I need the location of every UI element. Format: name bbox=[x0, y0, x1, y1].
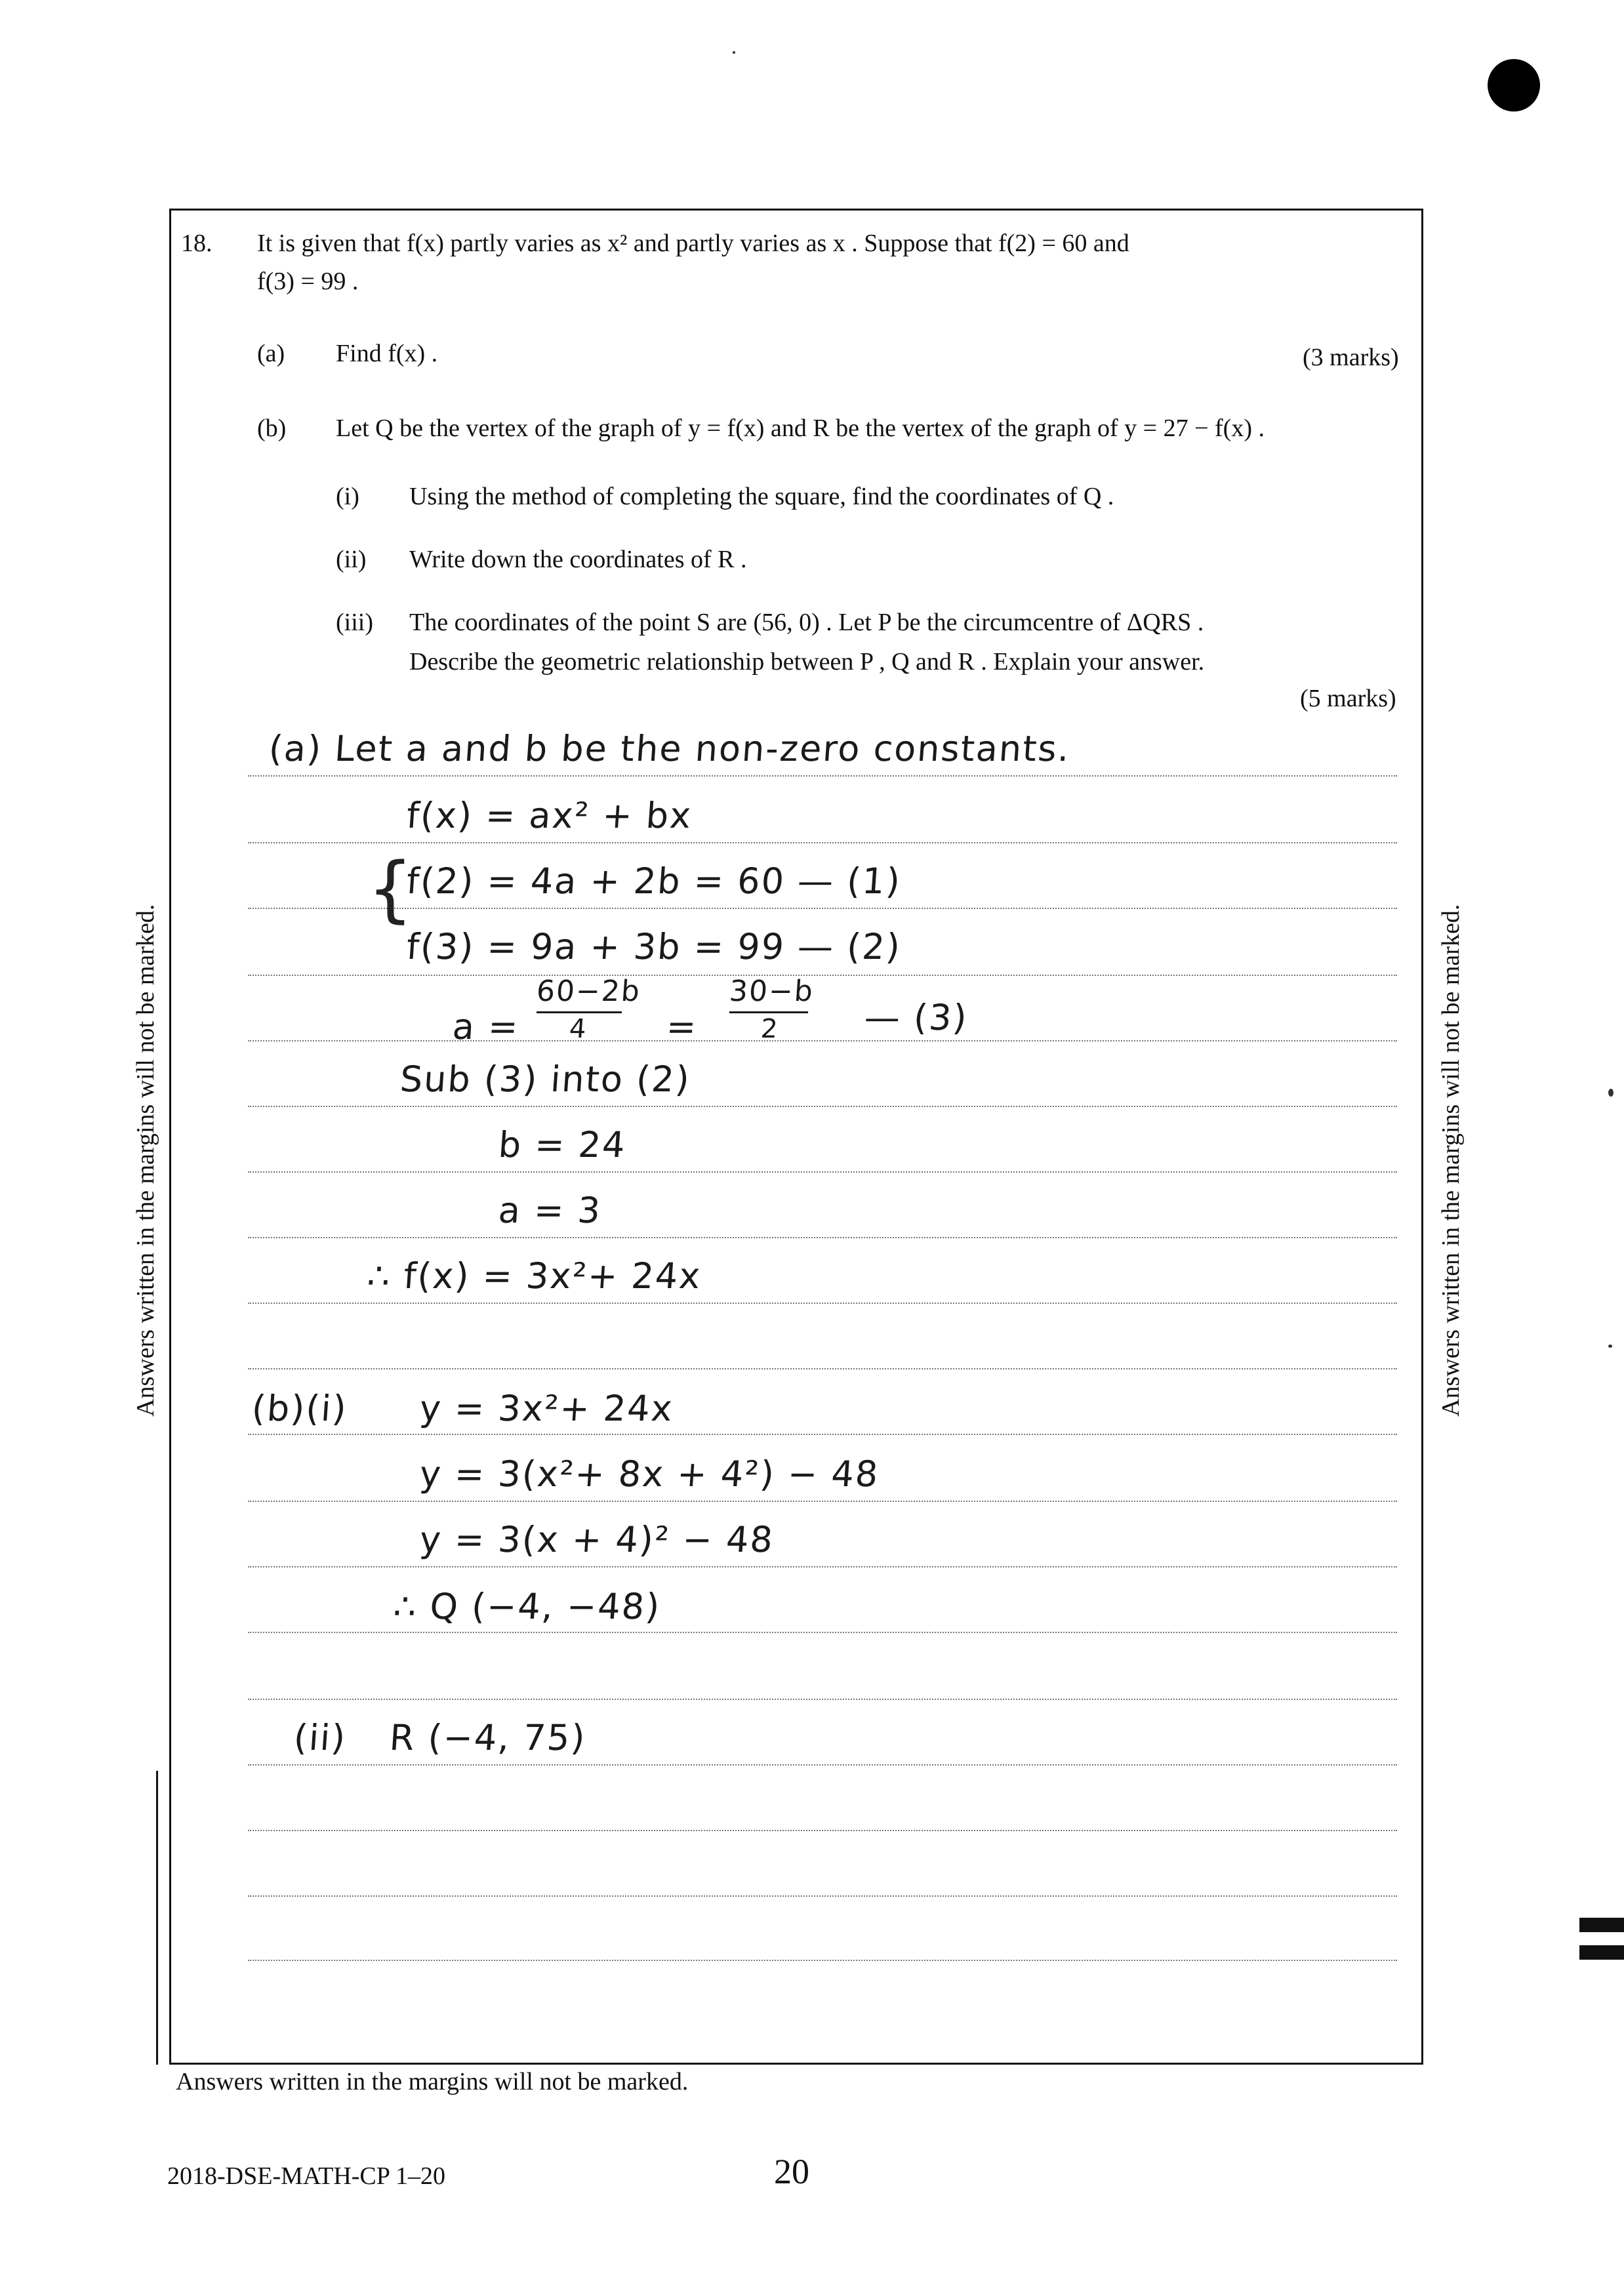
ruled-line bbox=[248, 1960, 1397, 1961]
answer-b-label: (b)(i) bbox=[250, 1388, 349, 1429]
part-b-label: (b) bbox=[257, 415, 287, 442]
speck bbox=[1608, 1345, 1612, 1348]
ruled-line bbox=[248, 975, 1397, 976]
paper-code: 2018-DSE-MATH-CP 1–20 bbox=[167, 2162, 445, 2190]
part-b-iii-label: (iii) bbox=[336, 609, 373, 636]
answer-line: a = 3 bbox=[497, 1190, 603, 1231]
answer-b-ii-label: (ii) bbox=[292, 1717, 348, 1758]
ruled-line bbox=[248, 1566, 1397, 1567]
ruled-line bbox=[248, 1106, 1397, 1107]
question-number: 18. bbox=[181, 230, 213, 257]
part-a-label: (a) bbox=[257, 340, 285, 367]
part-b-i-label: (i) bbox=[336, 483, 359, 510]
answer-line: f(x) = ax² + bx bbox=[405, 795, 694, 836]
ruled-line bbox=[248, 1303, 1397, 1304]
answer-line: ∴ f(x) = 3x²+ 24x bbox=[365, 1255, 703, 1297]
frame-edge bbox=[156, 1771, 158, 2065]
ruled-line bbox=[248, 1830, 1397, 1831]
answer-line: f(3) = 9a + 3b = 99 — (2) bbox=[405, 926, 903, 967]
fraction-numerator: 60−2b bbox=[535, 975, 642, 1008]
answer-line: b = 24 bbox=[497, 1124, 628, 1165]
answer-line: — (3) bbox=[863, 997, 969, 1038]
speck bbox=[1608, 1089, 1614, 1097]
part-b-iii-text-cont: Describe the geometric relationship between P , Q and R . Explain your answer. bbox=[409, 648, 1205, 676]
ruled-line bbox=[248, 1699, 1397, 1700]
part-b-ii-text: Write down the coordinates of R . bbox=[409, 546, 747, 573]
part-b-i-text: Using the method of completing the square, find the coordinates of Q . bbox=[409, 483, 1114, 510]
answer-line: ∴ Q (−4, −48) bbox=[392, 1586, 662, 1627]
question-stem: It is given that f(x) partly varies as x² and partly varies as x . Suppose that f(2) = 60 and bbox=[257, 230, 1129, 257]
fraction-denominator: 2 bbox=[760, 1014, 781, 1044]
registration-bar bbox=[1579, 1945, 1624, 1960]
question-stem-cont: f(3) = 99 . bbox=[257, 268, 359, 295]
ruled-line bbox=[248, 1171, 1397, 1173]
fraction-bar bbox=[729, 1011, 808, 1013]
registration-bar bbox=[1579, 1918, 1624, 1932]
ruled-line bbox=[248, 1632, 1397, 1633]
part-a-marks: (3 marks) bbox=[1303, 344, 1399, 371]
ruled-line bbox=[248, 1501, 1397, 1502]
speck bbox=[733, 51, 735, 54]
fraction-bar bbox=[537, 1011, 622, 1013]
part-b-text: Let Q be the vertex of the graph of y = f(x) and R be the vertex of the graph of y = 27 − f(x) . bbox=[336, 415, 1265, 442]
answer-line: Sub (3) into (2) bbox=[398, 1059, 692, 1100]
answer-line: = bbox=[664, 1006, 699, 1047]
part-b-iii-text: The coordinates of the point S are (56, 0) . Let P be the circumcentre of ΔQRS . bbox=[409, 609, 1204, 636]
answer-line: y = 3(x²+ 8x + 4²) − 48 bbox=[418, 1453, 881, 1495]
ruled-line bbox=[248, 1434, 1397, 1435]
answer-line: a = bbox=[451, 1006, 521, 1047]
part-b-ii-label: (ii) bbox=[336, 546, 367, 573]
answer-line: y = 3(x + 4)² − 48 bbox=[418, 1519, 776, 1560]
footer-note: Answers written in the margins will not be marked. bbox=[176, 2068, 689, 2095]
part-b-marks: (5 marks) bbox=[1300, 685, 1396, 712]
ruled-line bbox=[248, 908, 1397, 909]
answer-line: R (−4, 75) bbox=[388, 1717, 588, 1758]
answer-line: f(2) = 4a + 2b = 60 — (1) bbox=[405, 860, 903, 902]
answer-a-intro: (a) Let a and b be the non-zero constants. bbox=[267, 728, 1072, 769]
answer-line: y = 3x²+ 24x bbox=[418, 1388, 675, 1429]
page-number: 20 bbox=[774, 2152, 809, 2191]
ruled-line bbox=[248, 1895, 1397, 1897]
ruled-line bbox=[248, 1237, 1397, 1238]
brace: { bbox=[367, 847, 415, 931]
ruled-line bbox=[248, 775, 1397, 777]
fraction-denominator: 4 bbox=[568, 1014, 589, 1044]
part-a-text: Find f(x) . bbox=[336, 340, 438, 367]
left-margin-note: Answers written in the margins will not be marked. bbox=[132, 904, 159, 1417]
ruled-line bbox=[248, 1368, 1397, 1369]
ruled-line bbox=[248, 1764, 1397, 1766]
ruled-line bbox=[248, 1040, 1397, 1041]
registration-dot bbox=[1488, 59, 1540, 111]
fraction-numerator: 30−b bbox=[728, 975, 815, 1008]
ruled-line bbox=[248, 842, 1397, 843]
right-margin-note: Answers written in the margins will not be marked. bbox=[1437, 904, 1465, 1417]
